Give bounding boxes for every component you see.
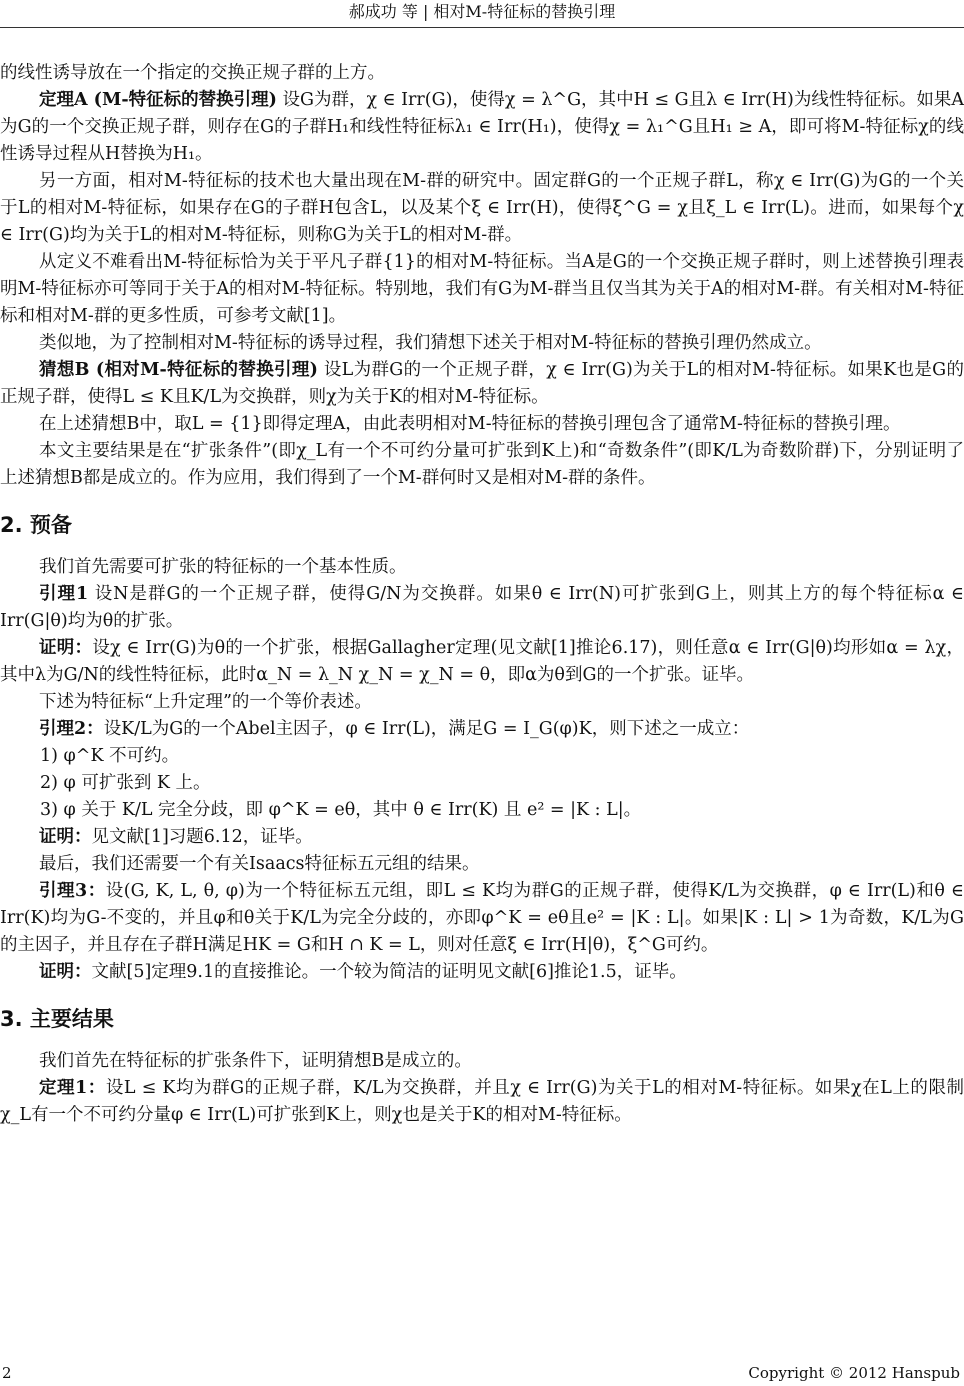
section-heading-preliminaries: 2. 预备 — [0, 513, 72, 537]
theorem-1-body: 设L ≤ K均为群G的正规子群，K/L为交换群，并且χ ∈ Irr(G)为关于L的相对M-特征标。如果χ在L上的限制χ_L有一个不可约分量φ ∈ Irr(L)可扩张到K上，则χ也是关于K的相对M-特征标。 — [0, 1078, 964, 1125]
header-rule — [0, 27, 964, 28]
proof-3 — [0, 959, 964, 986]
theorem-1-label: 定理1： — [39, 1078, 106, 1098]
lemma-2-body: 设K/L为G的一个Abel主因子，φ ∈ Irr(L)，满足G = I_G(φ)K，则下述之一成立： — [103, 719, 750, 739]
paragraph: 在上述猜想B中，取L = {1}即得定理A，由此表明相对M-特征标的替换引理包含了通常M-特征标的替换引理。 — [39, 414, 901, 434]
proof-2-label: 证明： — [39, 827, 92, 847]
list-item: 1) φ^K 不可约。 — [40, 746, 180, 766]
page-number: 2 — [2, 1364, 12, 1382]
running-header: 郝成功 等 | 相对M-特征标的替换引理 — [348, 2, 616, 21]
conjecture-b-body: 设L为群G的一个正规子群，χ ∈ Irr(G)为关于L的相对M-特征标。如果K也是G的正规子群，使得L ≤ K且K/L为交换群，则χ为关于K的相对M-特征标。 — [0, 360, 964, 407]
copyright-notice: Copyright © 2012 Hanspub — [748, 1364, 960, 1382]
paragraph: 我们首先在特征标的扩张条件下，证明猜想B是成立的。 — [39, 1051, 472, 1071]
theorem-a — [0, 87, 964, 168]
list-item: 3) φ 关于 K/L 完全分歧，即 φ^K = eθ，其中 θ ∈ Irr(K) 且 e² = |K : L|。 — [40, 800, 642, 820]
list-item: 2) φ 可扩张到 K 上。 — [40, 773, 211, 793]
lemma-2 — [0, 716, 964, 743]
lemma-1-body: 设N是群G的一个正规子群，使得G/N为交换群。如果θ ∈ Irr(N)可扩张到G上，则其上方的每个特征标α ∈ Irr(G|θ)均为θ的扩张。 — [0, 584, 964, 631]
paragraph: 的线性诱导放在一个指定的交换正规子群的上方。 — [0, 63, 385, 83]
section-heading-main-results: 3. 主要结果 — [0, 1007, 114, 1031]
theorem-1 — [0, 1075, 964, 1129]
lemma-1 — [0, 581, 964, 635]
proof-3-body: 文献[5]定理9.1的直接推论。一个较为简洁的证明见文献[6]推论1.5，证毕。 — [91, 962, 687, 982]
lemma-3-label: 引理3： — [39, 881, 106, 901]
proof-3-label: 证明： — [39, 962, 92, 982]
proof-2-body: 见文献[1]习题6.12，证毕。 — [91, 827, 313, 847]
paragraph: 类似地，为了控制相对M-特征标的诱导过程，我们猜想下述关于相对M-特征标的替换引理仍然成立。 — [39, 333, 822, 353]
lemma-1-label: 引理1 — [39, 584, 89, 604]
proof-1-body: 设χ ∈ Irr(G)为θ的一个扩张，根据Gallagher定理(见文献[1]推论6.17)，则任意α ∈ Irr(G|θ)均形如α = λχ，其中λ为G/N的线性特征标，此时α_N = λ_N χ_N = χ_N = θ，即α为θ到G的一个扩张。证毕。 — [0, 638, 964, 685]
theorem-a-body: 设G为群，χ ∈ Irr(G)，使得χ = λ^G，其中H ≤ G且λ ∈ Irr(H)为线性特征标。如果A为G的一个交换正规子群，则存在G的子群H₁和线性特征标λ₁ ∈ Irr(H₁)，使得χ = λ₁^G且H₁ ≥ A，即可将M-特征标χ的线性诱导过程从H替换为H₁。 — [0, 90, 964, 164]
lemma-3-body: 设(G, K, L, θ, φ)为一个特征标五元组，即L ≤ K均为群G的正规子群，使得K/L为交换群，φ ∈ Irr(L)和θ ∈ Irr(K)均为G-不变的，并且φ和θ关于K/L为完全分歧的，亦即φ^K = eθ且e² = |K : L|。如果|K : L| > 1为奇数，K/L为G的主因子，并且存在子群H满足HK = G和H ∩ K = L，则对任意ξ ∈ Irr(H|θ)，ξ^G可约。 — [0, 881, 964, 955]
paragraph: 下述为特征标“上升定理”的一个等价表述。 — [39, 692, 372, 712]
paragraph: 另一方面，相对M-特征标的技术也大量出现在M-群的研究中。固定群G的一个正规子群L，称χ ∈ Irr(G)为G的一个关于L的相对M-特征标，如果存在G的子群H包含L，以及某个ξ ∈ Irr(H)，使得ξ^G = χ且ξ_L ∈ Irr(L)。进而，如果每个χ ∈ Irr(G)均为关于L的相对M-特征标，则称G为关于L的相对M-群。 — [0, 171, 964, 245]
paragraph: 最后，我们还需要一个有关Isaacs特征标五元组的结果。 — [39, 854, 480, 874]
lemma-2-label: 引理2： — [39, 719, 104, 739]
paragraph: 本文主要结果是在“扩张条件”(即χ_L有一个不可约分量可扩张到K上)和“奇数条件”(即K/L为奇数阶群)下，分别证明了上述猜想B都是成立的。作为应用，我们得到了一个M-群何时又是相对M-群的条件。 — [0, 441, 964, 488]
lemma-3 — [0, 878, 964, 959]
theorem-a-label: 定理A (M-特征标的替换引理) — [39, 90, 277, 110]
proof-1-label: 证明： — [39, 638, 93, 658]
page-body — [0, 60, 964, 1129]
conjecture-b — [0, 357, 964, 411]
conjecture-b-label: 猜想B (相对M-特征标的替换引理) — [39, 360, 318, 380]
paragraph: 从定义不难看出M-特征标恰为关于平凡子群{1}的相对M-特征标。当A是G的一个交换正规子群时，则上述替换引理表明M-特征标亦可等同于关于A的相对M-特征标。特别地，我们有G为M-群当且仅当其为关于A的相对M-群。有关相对M-特征标和相对M-群的更多性质，可参考文献[1]。 — [0, 252, 964, 326]
paragraph: 我们首先需要可扩张的特征标的一个基本性质。 — [39, 557, 407, 577]
proof-2 — [0, 824, 964, 851]
proof-1 — [0, 635, 964, 689]
